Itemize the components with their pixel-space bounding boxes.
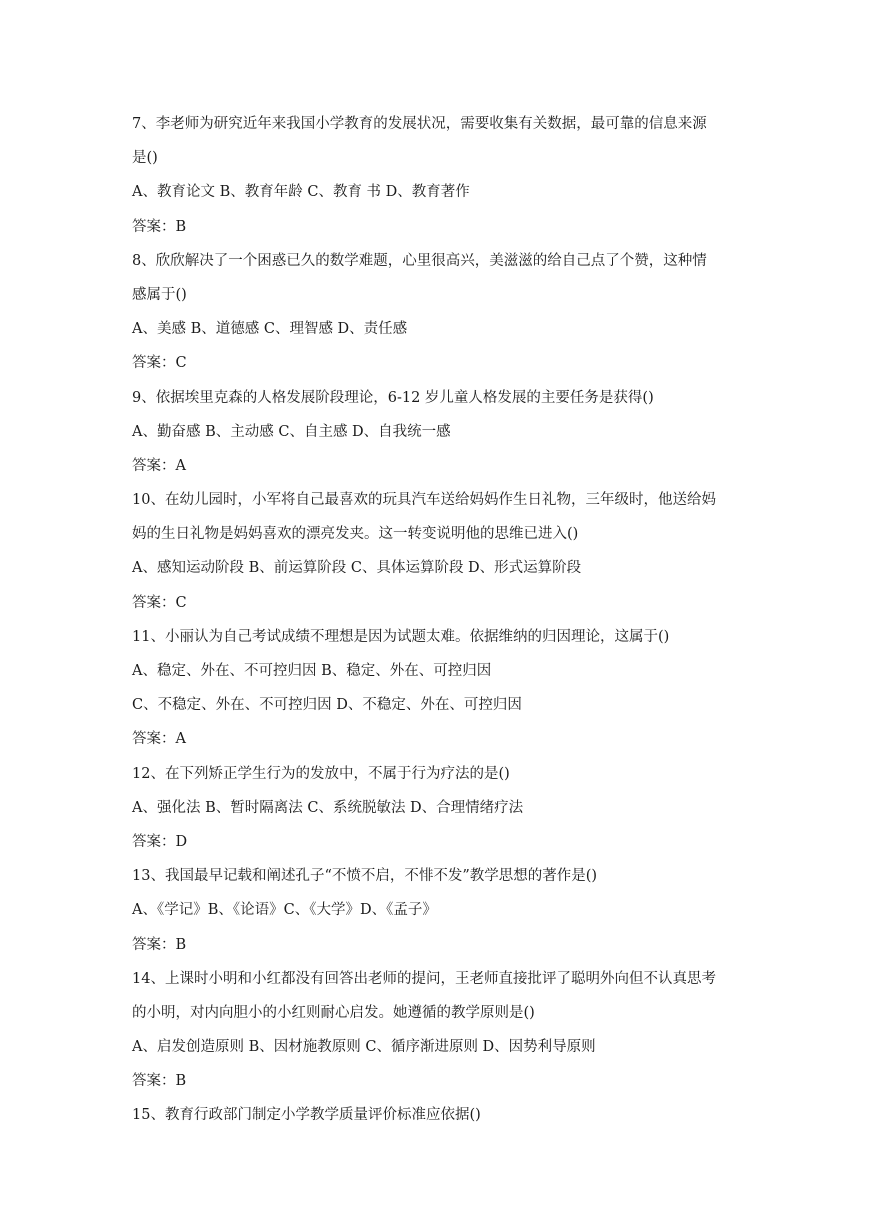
question-11-options-line-2: C、不稳定、外在、不可控归因 D、不稳定、外在、可控归因 bbox=[132, 697, 522, 714]
question-7-text-line-1: 7、李老师为研究近年来我国小学教育的发展状况，需要收集有关数据，最可靠的信息来源 bbox=[132, 116, 707, 132]
question-8-options: A、美感 B、道德感 C、理智感 D、责任感 bbox=[132, 321, 408, 338]
question-7-answer: 答案：B bbox=[132, 218, 187, 235]
question-11-options-line-1: A、稳定、外在、不可控归因 B、稳定、外在、可控归因 bbox=[132, 663, 492, 679]
question-13-options: A、《学记》B、《论语》C、《大学》D、《孟子》 bbox=[132, 902, 437, 919]
question-13-answer: 答案：B bbox=[132, 936, 187, 953]
question-11-answer: 答案：A bbox=[132, 731, 186, 748]
question-10-text-line-1: 10、在幼儿园时，小军将自己最喜欢的玩具汽车送给妈妈作生日礼物，三年级时，他送给妈 bbox=[132, 492, 716, 509]
question-8-answer: 答案：C bbox=[132, 355, 187, 372]
document-content bbox=[132, 107, 752, 1133]
question-10-answer: 答案：C bbox=[132, 594, 187, 611]
question-9-answer: 答案：A bbox=[132, 457, 186, 474]
question-14-text-line-1: 14、上课时小明和小红都没有回答出老师的提问，王老师直接批评了聪明外向但不认真思考 bbox=[132, 970, 716, 987]
question-11-text-line-1: 11、小丽认为自己考试成绩不理想是因为试题太难。依据维纳的归因理论，这属于() bbox=[132, 628, 670, 645]
question-7-options: A、教育论文 B、教育年龄 C、教育 书 D、教育著作 bbox=[132, 184, 470, 201]
question-14-answer: 答案：B bbox=[132, 1073, 187, 1090]
question-12-text-line-1: 12、在下列矫正学生行为的发放中，不属于行为疗法的是() bbox=[132, 765, 510, 782]
question-13-text-line-1: 13、我国最早记载和阐述孔子“不愤不启，不悱不发”教学思想的著作是() bbox=[132, 868, 598, 885]
question-12-options: A、强化法 B、暂时隔离法 C、系统脱敏法 D、合理情绪疗法 bbox=[132, 799, 524, 816]
question-12-answer: 答案：D bbox=[132, 833, 188, 850]
question-9-options: A、勤奋感 B、主动感 C、自主感 D、自我统一感 bbox=[132, 423, 451, 440]
question-8-text-line-2: 感属于() bbox=[132, 286, 187, 303]
question-7-text-line-2: 是() bbox=[132, 150, 158, 167]
question-15-text-line-1: 15、教育行政部门制定小学教学质量评价标准应依据() bbox=[132, 1107, 481, 1124]
question-14-text-line-2: 的小明，对内向胆小的小红则耐心启发。她遵循的教学原则是() bbox=[132, 1004, 535, 1021]
question-8-text-line-1: 8、欣欣解决了一个困惑已久的数学难题，心里很高兴，美滋滋的给自己点了个赞，这种情 bbox=[132, 252, 707, 269]
question-9-text-line-1: 9、依据埃里克森的人格发展阶段理论，6-12 岁儿童人格发展的主要任务是获得() bbox=[132, 389, 654, 406]
question-10-options: A、感知运动阶段 B、前运算阶段 C、具体运算阶段 D、形式运算阶段 bbox=[132, 560, 582, 577]
question-14-options: A、启发创造原则 B、因材施教原则 C、循序渐进原则 D、因势利导原则 bbox=[132, 1039, 596, 1056]
question-10-text-line-2: 妈的生日礼物是妈妈喜欢的漂亮发夹。这一转变说明他的思维已进入() bbox=[132, 526, 579, 543]
